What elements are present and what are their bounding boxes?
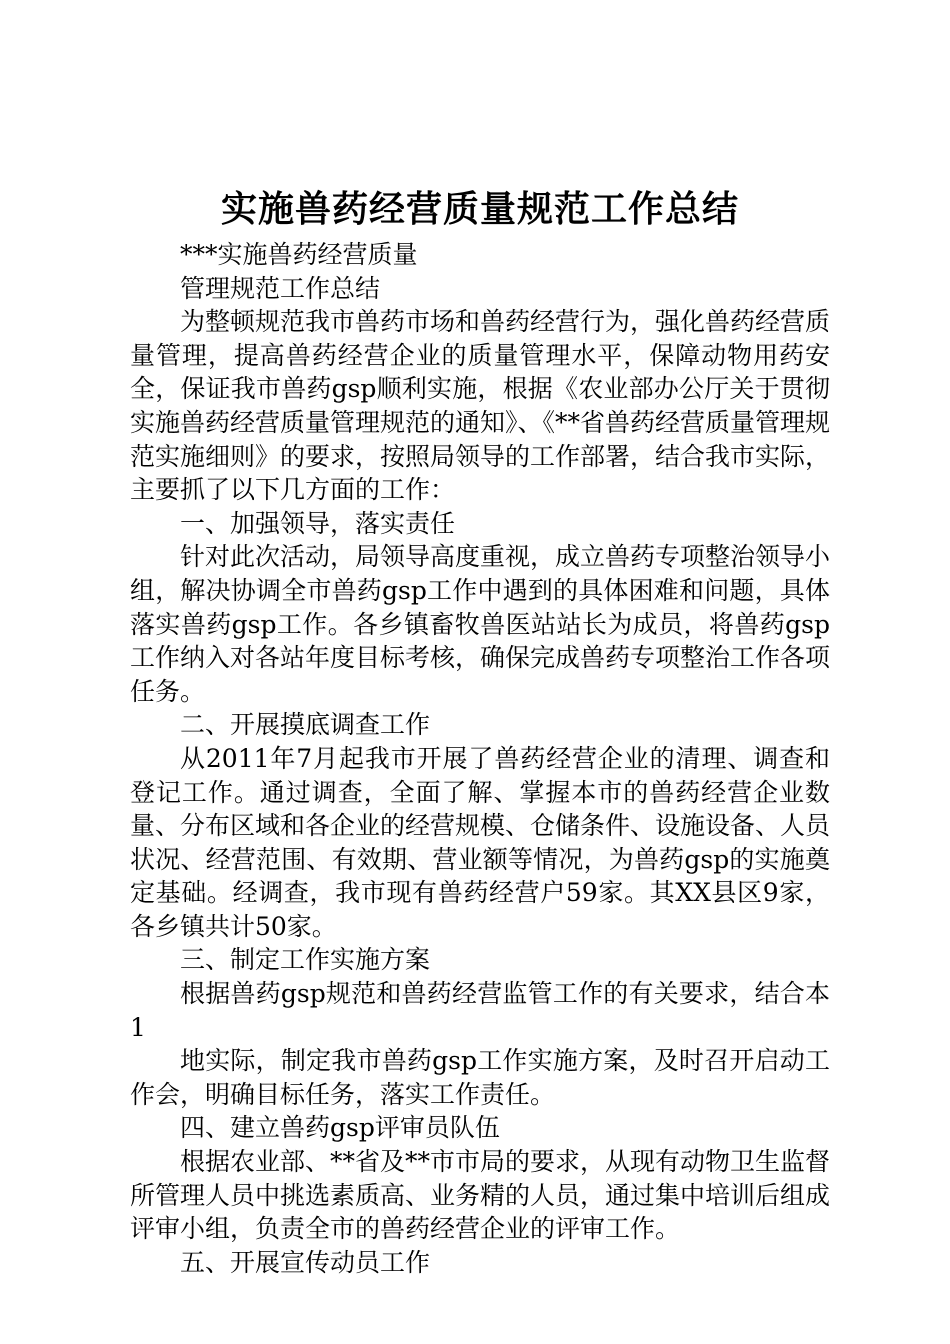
section-heading-1: 一、加强领导，落实责任 [180,508,456,538]
section-3-paragraph-a: 根据兽药gsp规范和兽药经营监管工作的有关要求，结合本1 [130,979,830,1042]
document-page [130,186,830,1279]
section-2-paragraph: 从2011年7月起我市开展了兽药经营企业的清理、调查和登记工作。通过调查，全面了解、掌握本市的兽药经营企业数量、分布区域和各企业的经营规模、仓储条件、设施设备、人员状况、经营范围、有效期、营业额等情况，为兽药gsp的实施奠定基础。经调查，我市现有兽药经营户59家。其XX县区9家，各乡镇共计50家。 [130,743,831,941]
intro-paragraph: 为整顿规范我市兽药市场和兽药经营行为，强化兽药经营质量管理，提高兽药经营企业的质量管理水平，保障动物用药安全，保证我市兽药gsp顺利实施，根据《农业部办公厅关于贯彻实施兽药经营质量管理规范的通知》、《**省兽药经营质量管理规范实施细则》的要求，按照局领导的工作部署，结合我市实际，主要抓了以下几方面的工作： [130,307,831,505]
section-heading-5: 五、开展宣传动员工作 [180,1247,431,1277]
section-heading-4: 四、建立兽药gsp评审员队伍 [180,1113,500,1143]
subtitle-line-1: ***实施兽药经营质量 [180,240,418,269]
section-3-paragraph-b: 地实际，制定我市兽药gsp工作实施方案，及时召开启动工作会，明确目标任务，落实工作责任。 [130,1046,830,1109]
section-4-paragraph: 根据农业部、**省及**市市局的要求，从现有动物卫生监督所管理人员中挑选素质高、业务精的人员，通过集中培训后组成评审小组，负责全市的兽药经营企业的评审工作。 [130,1147,831,1244]
document-title: 实施兽药经营质量规范工作总结 [220,188,739,230]
section-heading-3: 三、制定工作实施方案 [180,945,431,975]
section-1-paragraph: 针对此次活动，局领导高度重视，成立兽药专项整治领导小组，解决协调全市兽药gsp工作中遇到的具体困难和问题，具体落实兽药gsp工作。各乡镇畜牧兽医站站长为成员，将兽药gsp工作纳入对各站年度目标考核，确保完成兽药专项整治工作各项任务。 [130,542,831,706]
section-heading-2: 二、开展摸底调查工作 [180,710,431,740]
subtitle-line-2: 管理规范工作总结 [180,273,381,303]
